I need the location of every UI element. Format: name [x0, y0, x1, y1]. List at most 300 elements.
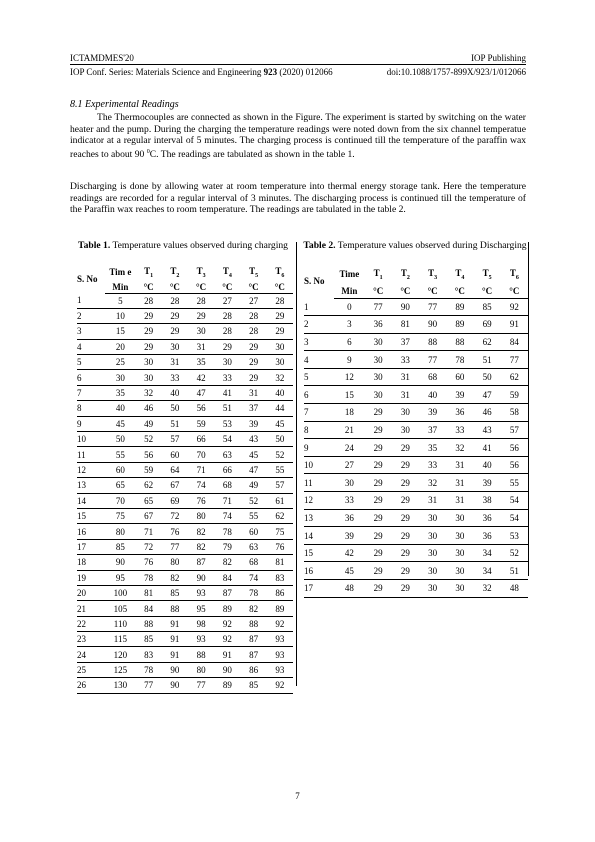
- table1-divider: [296, 242, 297, 686]
- header-time: Time: [339, 268, 360, 279]
- table-cell: 63: [214, 447, 240, 462]
- table-cell: 30: [446, 509, 473, 527]
- table-row: [77, 508, 293, 523]
- table-cell: 20: [105, 339, 135, 354]
- table-cell: 88: [162, 601, 188, 616]
- table-cell: 57: [501, 421, 528, 439]
- table-cell: 33: [419, 456, 446, 474]
- table-row: [304, 562, 528, 580]
- table-cell: 76: [188, 493, 214, 508]
- table-cell: 45: [267, 416, 293, 431]
- table-cell: 36: [473, 527, 500, 545]
- table-cell: 29: [392, 580, 419, 598]
- table-cell: 81: [392, 316, 419, 334]
- table-cell: 29: [392, 456, 419, 474]
- table-cell: 95: [188, 601, 214, 616]
- table-cell: 89: [446, 298, 473, 316]
- header-t1: $T_1$: [373, 267, 383, 281]
- table-cell: 37: [392, 333, 419, 351]
- table-cell: 76: [162, 524, 188, 539]
- table-cell: 31: [446, 456, 473, 474]
- header-t1: $T_1$: [144, 266, 154, 279]
- table-cell: 54: [501, 509, 528, 527]
- header-t3: $T_3$: [428, 267, 438, 281]
- table-row: [77, 601, 293, 616]
- table-cell: 29: [365, 421, 392, 439]
- table-cell: 33: [162, 370, 188, 385]
- table-cell: 52: [501, 544, 528, 562]
- table-cell: 56: [136, 447, 162, 462]
- table-cell: 67: [162, 478, 188, 493]
- table-cell: 39: [473, 474, 500, 492]
- paragraph-charging: The Thermocouples are connected as shown in the Figure. The experiment is started by switching on the water heater and the pump. During the charging the temperature readings were noted down from the six channel temperatue indicator at a regular interval of 5 minutes. The charging process is continued till the temperature of the paraffin wax reaches to about 90 $^0$C. The readings are tabulated as shown in the table 1.: [70, 112, 526, 160]
- table-cell: 70: [105, 493, 135, 508]
- table-cell: 29: [365, 474, 392, 492]
- table-row: [77, 570, 293, 585]
- table-cell: 43: [240, 432, 266, 447]
- table-cell: 55: [501, 474, 528, 492]
- table-cell: 28: [214, 324, 240, 339]
- table-cell: 77: [419, 298, 446, 316]
- header-t4: $T_4$: [455, 267, 465, 281]
- table-cell: 59: [188, 416, 214, 431]
- table-cell: 62: [267, 508, 293, 523]
- table-cell: 28: [188, 293, 214, 308]
- table-cell: 50: [267, 432, 293, 447]
- table-cell: 92: [267, 678, 293, 693]
- table-cell: 69: [162, 493, 188, 508]
- paragraph-discharging: Discharging is done by allowing water at room temperature into thermal energy storage tank. Here the temperature readings are recorded for a regular interval of 3 minutes. The discharging process is continued till the temperature of the Paraffin wax reaches to room temperature. The readings are tabulated in the table 2.: [70, 181, 526, 215]
- header-t6: $T_6$: [509, 267, 519, 281]
- table-cell: 31: [392, 386, 419, 404]
- table-cell: 33: [446, 421, 473, 439]
- table-cell: 82: [188, 524, 214, 539]
- table-cell: 84: [501, 333, 528, 351]
- table-cell: 90: [392, 298, 419, 316]
- header-sno: S. No: [77, 273, 98, 284]
- table-row: [77, 524, 293, 539]
- table-cell: 17: [304, 580, 334, 598]
- table-cell: 84: [214, 570, 240, 585]
- table-cell: 68: [419, 368, 446, 386]
- table-cell: 30: [419, 527, 446, 545]
- volume-number: 923: [263, 67, 278, 77]
- table-cell: 40: [162, 385, 188, 400]
- table-cell: 72: [136, 539, 162, 554]
- table-cell: 12: [77, 462, 105, 477]
- table-row: [77, 585, 293, 600]
- table-cell: 56: [501, 456, 528, 474]
- table-cell: 55: [240, 508, 266, 523]
- table-cell: 82: [240, 601, 266, 616]
- unit-temp: °C: [446, 284, 473, 298]
- table-row: [304, 509, 528, 527]
- table-row: [77, 432, 293, 447]
- table-cell: 35: [105, 385, 135, 400]
- table-cell: 25: [77, 662, 105, 677]
- table-cell: 23: [77, 632, 105, 647]
- table-cell: 31: [188, 339, 214, 354]
- table-cell: 56: [188, 401, 214, 416]
- table-row: [304, 404, 528, 422]
- table-cell: 100: [105, 585, 135, 600]
- table-cell: 61: [267, 493, 293, 508]
- table-cell: 60: [240, 524, 266, 539]
- table-cell: 90: [162, 662, 188, 677]
- table-cell: 14: [77, 493, 105, 508]
- table-cell: 30: [392, 421, 419, 439]
- table-cell: 30: [214, 355, 240, 370]
- table-cell: 91: [214, 647, 240, 662]
- table-cell: 81: [136, 585, 162, 600]
- table-cell: 29: [365, 439, 392, 457]
- table-cell: 29: [365, 492, 392, 510]
- table-cell: 77: [501, 351, 528, 369]
- table-row: [77, 539, 293, 554]
- table2-discharging: [304, 264, 528, 598]
- table-cell: 45: [240, 447, 266, 462]
- table-cell: 51: [501, 562, 528, 580]
- table-cell: 80: [162, 555, 188, 570]
- table-cell: 30: [105, 370, 135, 385]
- table-cell: 21: [334, 421, 364, 439]
- table-cell: 93: [188, 585, 214, 600]
- table-cell: 78: [136, 570, 162, 585]
- table-unit-row: [77, 281, 293, 293]
- table-cell: 84: [136, 601, 162, 616]
- table-cell: 70: [188, 447, 214, 462]
- table-cell: 48: [334, 580, 364, 598]
- table-cell: 33: [334, 492, 364, 510]
- table-cell: 21: [77, 601, 105, 616]
- table-row: [304, 580, 528, 598]
- table-cell: 44: [267, 401, 293, 416]
- table-cell: 15: [77, 508, 105, 523]
- table-cell: 19: [77, 570, 105, 585]
- table-unit-row: [304, 284, 528, 298]
- table-cell: 92: [267, 616, 293, 631]
- conference-name: ICTAMDMES'20: [70, 53, 134, 63]
- table-cell: 17: [77, 539, 105, 554]
- table-cell: 88: [240, 616, 266, 631]
- table-cell: 7: [77, 385, 105, 400]
- table-cell: 88: [446, 333, 473, 351]
- table-row: [77, 385, 293, 400]
- table-cell: 53: [501, 527, 528, 545]
- table-row: [304, 386, 528, 404]
- table-cell: 6: [77, 370, 105, 385]
- table-cell: 27: [240, 293, 266, 308]
- table-cell: 65: [136, 493, 162, 508]
- page-number: 7: [295, 791, 300, 801]
- table-cell: 31: [392, 368, 419, 386]
- table-cell: 54: [501, 492, 528, 510]
- table-cell: 28: [136, 293, 162, 308]
- table-cell: 75: [105, 508, 135, 523]
- table-cell: 29: [392, 527, 419, 545]
- table-cell: 1: [304, 298, 334, 316]
- table-cell: 86: [267, 585, 293, 600]
- table-cell: 2: [77, 308, 105, 323]
- table-cell: 89: [214, 601, 240, 616]
- table-cell: 38: [473, 492, 500, 510]
- table-cell: 93: [188, 632, 214, 647]
- table-cell: 9: [334, 351, 364, 369]
- table-cell: 29: [136, 339, 162, 354]
- table-cell: 6: [334, 333, 364, 351]
- table-cell: 3: [334, 316, 364, 334]
- unit-temp: °C: [365, 284, 392, 298]
- table-cell: 34: [473, 562, 500, 580]
- table-cell: 71: [136, 524, 162, 539]
- table-cell: 5: [77, 355, 105, 370]
- table-header-row: [304, 264, 528, 284]
- table-cell: 37: [419, 421, 446, 439]
- table-cell: 75: [267, 524, 293, 539]
- table-cell: 92: [214, 616, 240, 631]
- table-cell: 76: [136, 555, 162, 570]
- table-cell: 91: [162, 632, 188, 647]
- table-cell: 4: [77, 339, 105, 354]
- table-row: [77, 339, 293, 354]
- table-cell: 41: [214, 385, 240, 400]
- table-cell: 81: [267, 555, 293, 570]
- table2-divider: [528, 242, 529, 576]
- header-t3: $T_3$: [196, 266, 206, 279]
- table-cell: 87: [214, 585, 240, 600]
- table-cell: 36: [473, 509, 500, 527]
- table-cell: 29: [136, 324, 162, 339]
- table-row: [77, 478, 293, 493]
- table-cell: 78: [240, 585, 266, 600]
- table-cell: 60: [162, 447, 188, 462]
- table-cell: 31: [240, 385, 266, 400]
- table-cell: 66: [214, 462, 240, 477]
- unit-temp: °C: [473, 284, 500, 298]
- header-sno: S. No: [304, 276, 325, 286]
- table-cell: 43: [473, 421, 500, 439]
- table-cell: 32: [473, 580, 500, 598]
- table-row: [77, 447, 293, 462]
- table1-charging: [77, 264, 293, 694]
- table-cell: 57: [162, 432, 188, 447]
- table-cell: 30: [365, 386, 392, 404]
- table-cell: 89: [214, 678, 240, 693]
- table-row: [77, 355, 293, 370]
- table-cell: 28: [267, 293, 293, 308]
- table-cell: 3: [304, 333, 334, 351]
- table-cell: 36: [334, 509, 364, 527]
- table-cell: 62: [136, 478, 162, 493]
- unit-temp: °C: [214, 281, 240, 293]
- table-cell: 30: [136, 370, 162, 385]
- table-cell: 10: [77, 432, 105, 447]
- table-cell: 62: [473, 333, 500, 351]
- table-cell: 29: [267, 308, 293, 323]
- table-cell: 41: [473, 439, 500, 457]
- table-cell: 30: [162, 339, 188, 354]
- publisher-name: IOP Publishing: [471, 53, 526, 63]
- table-cell: 10: [304, 456, 334, 474]
- table-cell: 39: [240, 416, 266, 431]
- table-cell: 78: [446, 351, 473, 369]
- table-cell: 46: [473, 404, 500, 422]
- table-cell: 31: [446, 492, 473, 510]
- table-cell: 98: [188, 616, 214, 631]
- table-cell: 30: [267, 355, 293, 370]
- table-row: [77, 324, 293, 339]
- table-cell: 13: [77, 478, 105, 493]
- table-cell: 69: [473, 316, 500, 334]
- table-cell: 120: [105, 647, 135, 662]
- table-cell: 10: [105, 308, 135, 323]
- table-cell: 47: [240, 462, 266, 477]
- table-cell: 29: [392, 509, 419, 527]
- table-row: [304, 316, 528, 334]
- table-cell: 125: [105, 662, 135, 677]
- table-cell: 68: [240, 555, 266, 570]
- table-cell: 78: [214, 524, 240, 539]
- table-cell: 50: [473, 368, 500, 386]
- unit-temp: °C: [419, 284, 446, 298]
- table-cell: 29: [392, 474, 419, 492]
- table-cell: 82: [162, 570, 188, 585]
- table-cell: 40: [473, 456, 500, 474]
- table-cell: 28: [240, 308, 266, 323]
- table-cell: 54: [214, 432, 240, 447]
- table-cell: 8: [304, 421, 334, 439]
- unit-temp: °C: [240, 281, 266, 293]
- table-cell: 92: [214, 632, 240, 647]
- table-cell: 36: [446, 404, 473, 422]
- table-cell: 87: [240, 647, 266, 662]
- table-cell: 105: [105, 601, 135, 616]
- table-row: [77, 416, 293, 431]
- table-cell: 2: [304, 316, 334, 334]
- table-row: [77, 308, 293, 323]
- table-row: [77, 370, 293, 385]
- table-row: [77, 493, 293, 508]
- table-cell: 55: [105, 447, 135, 462]
- table-cell: 82: [188, 539, 214, 554]
- header-t5: $T_5$: [482, 267, 492, 281]
- table-cell: 52: [136, 432, 162, 447]
- table-cell: 30: [267, 339, 293, 354]
- table-cell: 9: [77, 416, 105, 431]
- doi: doi:10.1088/1757-899X/923/1/012066: [386, 67, 526, 77]
- table-cell: 22: [77, 616, 105, 631]
- table-row: [77, 616, 293, 631]
- table-cell: 48: [501, 580, 528, 598]
- table-cell: 26: [77, 678, 105, 693]
- table-cell: 29: [267, 324, 293, 339]
- table-cell: 16: [77, 524, 105, 539]
- table2-caption: Table 2. Temperature values observed during Discharging: [303, 240, 527, 251]
- table-row: [304, 527, 528, 545]
- table-cell: 11: [77, 447, 105, 462]
- table-row: [304, 544, 528, 562]
- table-cell: 66: [188, 432, 214, 447]
- table-cell: 83: [267, 570, 293, 585]
- table-cell: 4: [304, 351, 334, 369]
- table-cell: 65: [105, 478, 135, 493]
- table-header-row: [77, 264, 293, 281]
- table-row: [304, 439, 528, 457]
- table-cell: 60: [446, 368, 473, 386]
- table-cell: 5: [105, 293, 135, 308]
- table-cell: 80: [188, 508, 214, 523]
- table-cell: 27: [214, 293, 240, 308]
- table-cell: 74: [214, 508, 240, 523]
- table-cell: 31: [446, 474, 473, 492]
- table-cell: 30: [446, 544, 473, 562]
- table-row: [304, 298, 528, 316]
- table-cell: 29: [188, 308, 214, 323]
- table-cell: 90: [419, 316, 446, 334]
- table-cell: 91: [501, 316, 528, 334]
- table-cell: 15: [304, 544, 334, 562]
- unit-temp: °C: [267, 281, 293, 293]
- table-cell: 47: [473, 386, 500, 404]
- table-cell: 29: [392, 439, 419, 457]
- unit-temp: °C: [392, 284, 419, 298]
- table-cell: 60: [105, 462, 135, 477]
- table-cell: 30: [419, 544, 446, 562]
- table-cell: 59: [136, 462, 162, 477]
- table-cell: 29: [392, 544, 419, 562]
- header-t5: $T_5$: [249, 266, 259, 279]
- table-cell: 68: [214, 478, 240, 493]
- table-cell: 92: [501, 298, 528, 316]
- table-cell: 29: [240, 355, 266, 370]
- table-cell: 58: [501, 404, 528, 422]
- table-cell: 57: [267, 478, 293, 493]
- table-cell: 71: [188, 462, 214, 477]
- table-cell: 29: [240, 339, 266, 354]
- table-cell: 95: [105, 570, 135, 585]
- table-cell: 27: [334, 456, 364, 474]
- table-cell: 15: [105, 324, 135, 339]
- table-cell: 33: [214, 370, 240, 385]
- table-cell: 25: [105, 355, 135, 370]
- table-cell: 40: [267, 385, 293, 400]
- table-cell: 29: [136, 308, 162, 323]
- header-t6: $T_6$: [275, 266, 285, 279]
- table-cell: 90: [188, 570, 214, 585]
- unit-time: Min: [334, 284, 364, 298]
- table-row: [77, 678, 293, 693]
- table-cell: 50: [105, 432, 135, 447]
- table-cell: 51: [473, 351, 500, 369]
- unit-time: Min: [105, 281, 135, 293]
- table-cell: 89: [267, 601, 293, 616]
- running-header: [70, 53, 526, 63]
- table-cell: 90: [162, 678, 188, 693]
- table-cell: 77: [419, 351, 446, 369]
- table-cell: 30: [446, 562, 473, 580]
- table-cell: 90: [105, 555, 135, 570]
- table-row: [77, 401, 293, 416]
- table-cell: 30: [446, 527, 473, 545]
- header-t4: $T_4$: [222, 266, 232, 279]
- table-cell: 28: [240, 324, 266, 339]
- table-row: [77, 632, 293, 647]
- table-cell: 55: [267, 462, 293, 477]
- table-cell: 85: [473, 298, 500, 316]
- table-cell: 30: [188, 324, 214, 339]
- table-cell: 31: [419, 492, 446, 510]
- table-cell: 64: [162, 462, 188, 477]
